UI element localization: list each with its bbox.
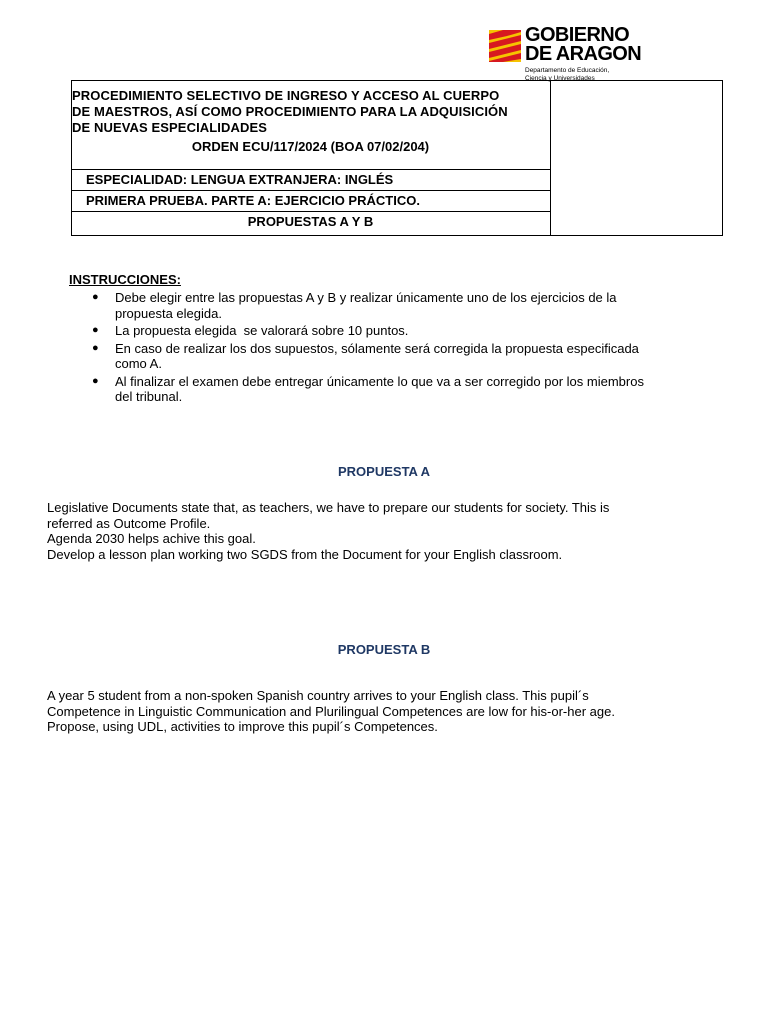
gobierno-aragon-logo [489, 24, 649, 88]
list-item-line: La propuesta elegida se valorará sobre 10 puntos. [115, 323, 409, 338]
logo-name [525, 26, 641, 64]
logo-department [525, 67, 635, 82]
header-table [71, 80, 723, 236]
list-item [92, 373, 705, 405]
logo-name-line: GOBIERNO [525, 24, 630, 46]
bullet-icon: ● [92, 291, 99, 303]
paragraph-line: Agenda 2030 helps achive this goal. [47, 531, 256, 546]
list-item [92, 323, 705, 339]
especialidad-cell [72, 170, 550, 191]
paragraph-line: Propose, using UDL, activities to improve this pupil´s Competences. [47, 719, 438, 734]
bullet-icon: ● [92, 324, 99, 336]
paragraph-line: referred as Outcome Profile. [47, 515, 211, 531]
logo-dept-line: Ciencia y Universidades [525, 74, 595, 82]
list-item [92, 290, 705, 321]
paragraph-line: Develop a lesson plan working two SGDS from the Document for your English classroom. [47, 546, 563, 562]
prueba-text: PRIMERA PRUEBA. PARTE A: EJERCICIO PRÁCTICO. [86, 193, 420, 208]
paragraph-line: Legislative Documents state that, as teachers, we have to prepare our students for society. This is [47, 500, 610, 515]
list-item-line: En caso de realizar los dos supuestos, sólamente será corregida la propuesta especificada [115, 340, 639, 356]
list-item-line: del tribunal. [115, 389, 183, 404]
paragraph-line: A year 5 student from a non-spoken Spanish country arrives to your English class. This pupil´s [47, 688, 589, 703]
list-item [92, 340, 705, 372]
prueba-cell [72, 191, 550, 212]
list-item-line: Debe elegir entre las propuestas A y B y realizar únicamente uno de los ejercicios de la [115, 290, 617, 305]
paragraph-line: Competence in Linguistic Communication and Plurilingual Competences are low for his-or-her age. [47, 703, 615, 719]
logo-name-line: DE ARAGON [525, 43, 642, 65]
bullet-icon: ● [92, 374, 99, 387]
procedure-title-line: PROCEDIMIENTO SELECTIVO DE INGRESO Y ACCESO AL CUERPO [72, 88, 500, 103]
especialidad-text: ESPECIALIDAD: LENGUA EXTRANJERA: INGLÉS [86, 172, 394, 187]
logo-dept-line: Departamento de Educación, [525, 67, 610, 74]
list-item-line: Al finalizar el examen debe entregar únicamente lo que va a ser corregido por los miembros [115, 373, 644, 389]
propuestas-text: PROPUESTAS A Y B [247, 214, 374, 229]
propuesta-b-text [47, 688, 687, 735]
aragon-flag-icon [489, 30, 521, 62]
instructions-list [92, 290, 705, 407]
list-item-line: propuesta elegida. [115, 305, 222, 321]
propuesta-a-heading: PROPUESTA A [338, 464, 430, 479]
procedure-title [72, 88, 549, 136]
bullet-icon: ● [92, 341, 99, 354]
propuesta-b-heading: PROPUESTA B [337, 642, 431, 657]
propuestas-cell [72, 212, 550, 235]
propuesta-a-text [47, 500, 687, 562]
procedure-title-line: DE MAESTROS, ASÍ COMO PROCEDIMIENTO PARA LA ADQUISICIÓN [72, 104, 508, 119]
list-item-line: como A. [115, 356, 162, 371]
procedure-title-line: DE NUEVAS ESPECIALIDADES [72, 120, 268, 135]
header-title-cell [72, 81, 550, 170]
orden-reference: ORDEN ECU/117/2024 (BOA 07/02/204) [191, 139, 430, 154]
header-info-column [72, 81, 551, 235]
instructions-title: INSTRUCCIONES: [69, 272, 181, 287]
